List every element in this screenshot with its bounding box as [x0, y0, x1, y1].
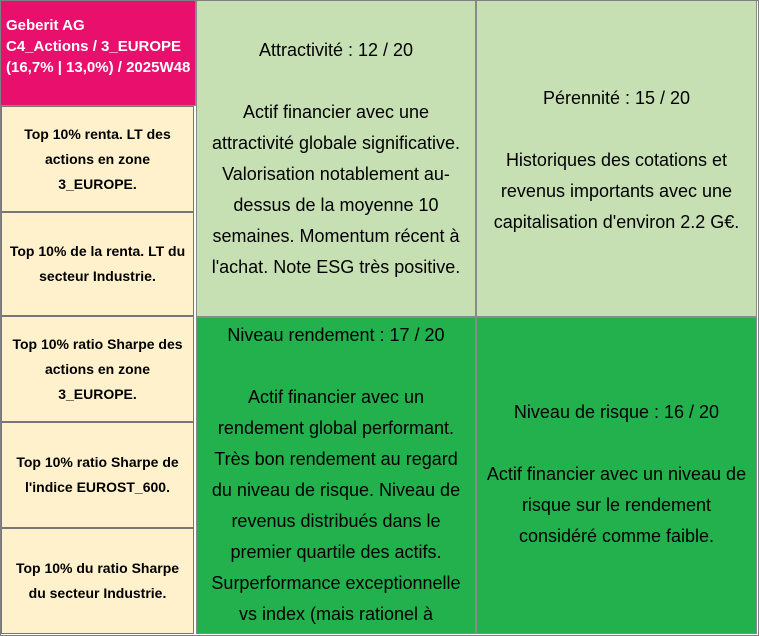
side-item-label: Top 10% renta. LT des actions en zone 3_EUROPE. — [24, 125, 171, 192]
side-item-renta-zone — [1, 106, 194, 212]
panel-title: Pérennité : 15 / 20 — [542, 88, 691, 108]
panel-attractivite — [196, 0, 476, 317]
side-item-label: Top 10% ratio Sharpe des actions en zone 3_EUROPE. — [12, 335, 183, 402]
panel-body: Historiques des cotations et revenus importants avec une capitalisation d'environ 2.2 G€. — [493, 150, 740, 232]
panel-body: Actif financier avec un rendement global performant. Très bon rendement au regard du niveau de risque. Niveau de revenus distribués dans le premier quartile des actifs. Surperformance exceptionnelle vs index (mais rationel à — [211, 387, 461, 624]
panel-perennite — [476, 0, 757, 317]
side-item-label: Top 10% de la renta. LT du secteur Industrie. — [9, 243, 186, 284]
side-item-sharpe-secteur — [1, 528, 194, 634]
panel-rendement — [196, 317, 476, 634]
side-item-renta-secteur — [1, 212, 194, 316]
side-item-sharpe-zone — [1, 316, 194, 422]
side-item-label: Top 10% du ratio Sharpe du secteur Industrie. — [15, 560, 180, 601]
panel-body: Actif financier avec une attractivité globale significative. Valorisation notablement au-dessus de la moyenne 10 semaines. Momentum récent à l'achat. Note ESG très positive. — [211, 102, 461, 277]
asset-name: Geberit AG — [6, 17, 85, 34]
panel-body: Actif financier avec un niveau de risque sur le rendement considéré comme faible. — [486, 464, 747, 546]
side-item-sharpe-indice — [1, 422, 194, 528]
asset-category: C4_Actions / 3_EUROPE — [6, 38, 182, 55]
side-item-label: Top 10% ratio Sharpe de l'indice EUROST_600. — [16, 454, 179, 495]
panel-title: Niveau rendement : 17 / 20 — [227, 325, 445, 345]
asset-period: (16,7% | 13,0%) / 2025W48 — [6, 59, 191, 76]
panel-title: Niveau de risque : 16 / 20 — [513, 402, 720, 422]
panel-title: Attractivité : 12 / 20 — [258, 40, 414, 60]
asset-header — [0, 0, 196, 106]
panel-risque — [476, 317, 757, 634]
